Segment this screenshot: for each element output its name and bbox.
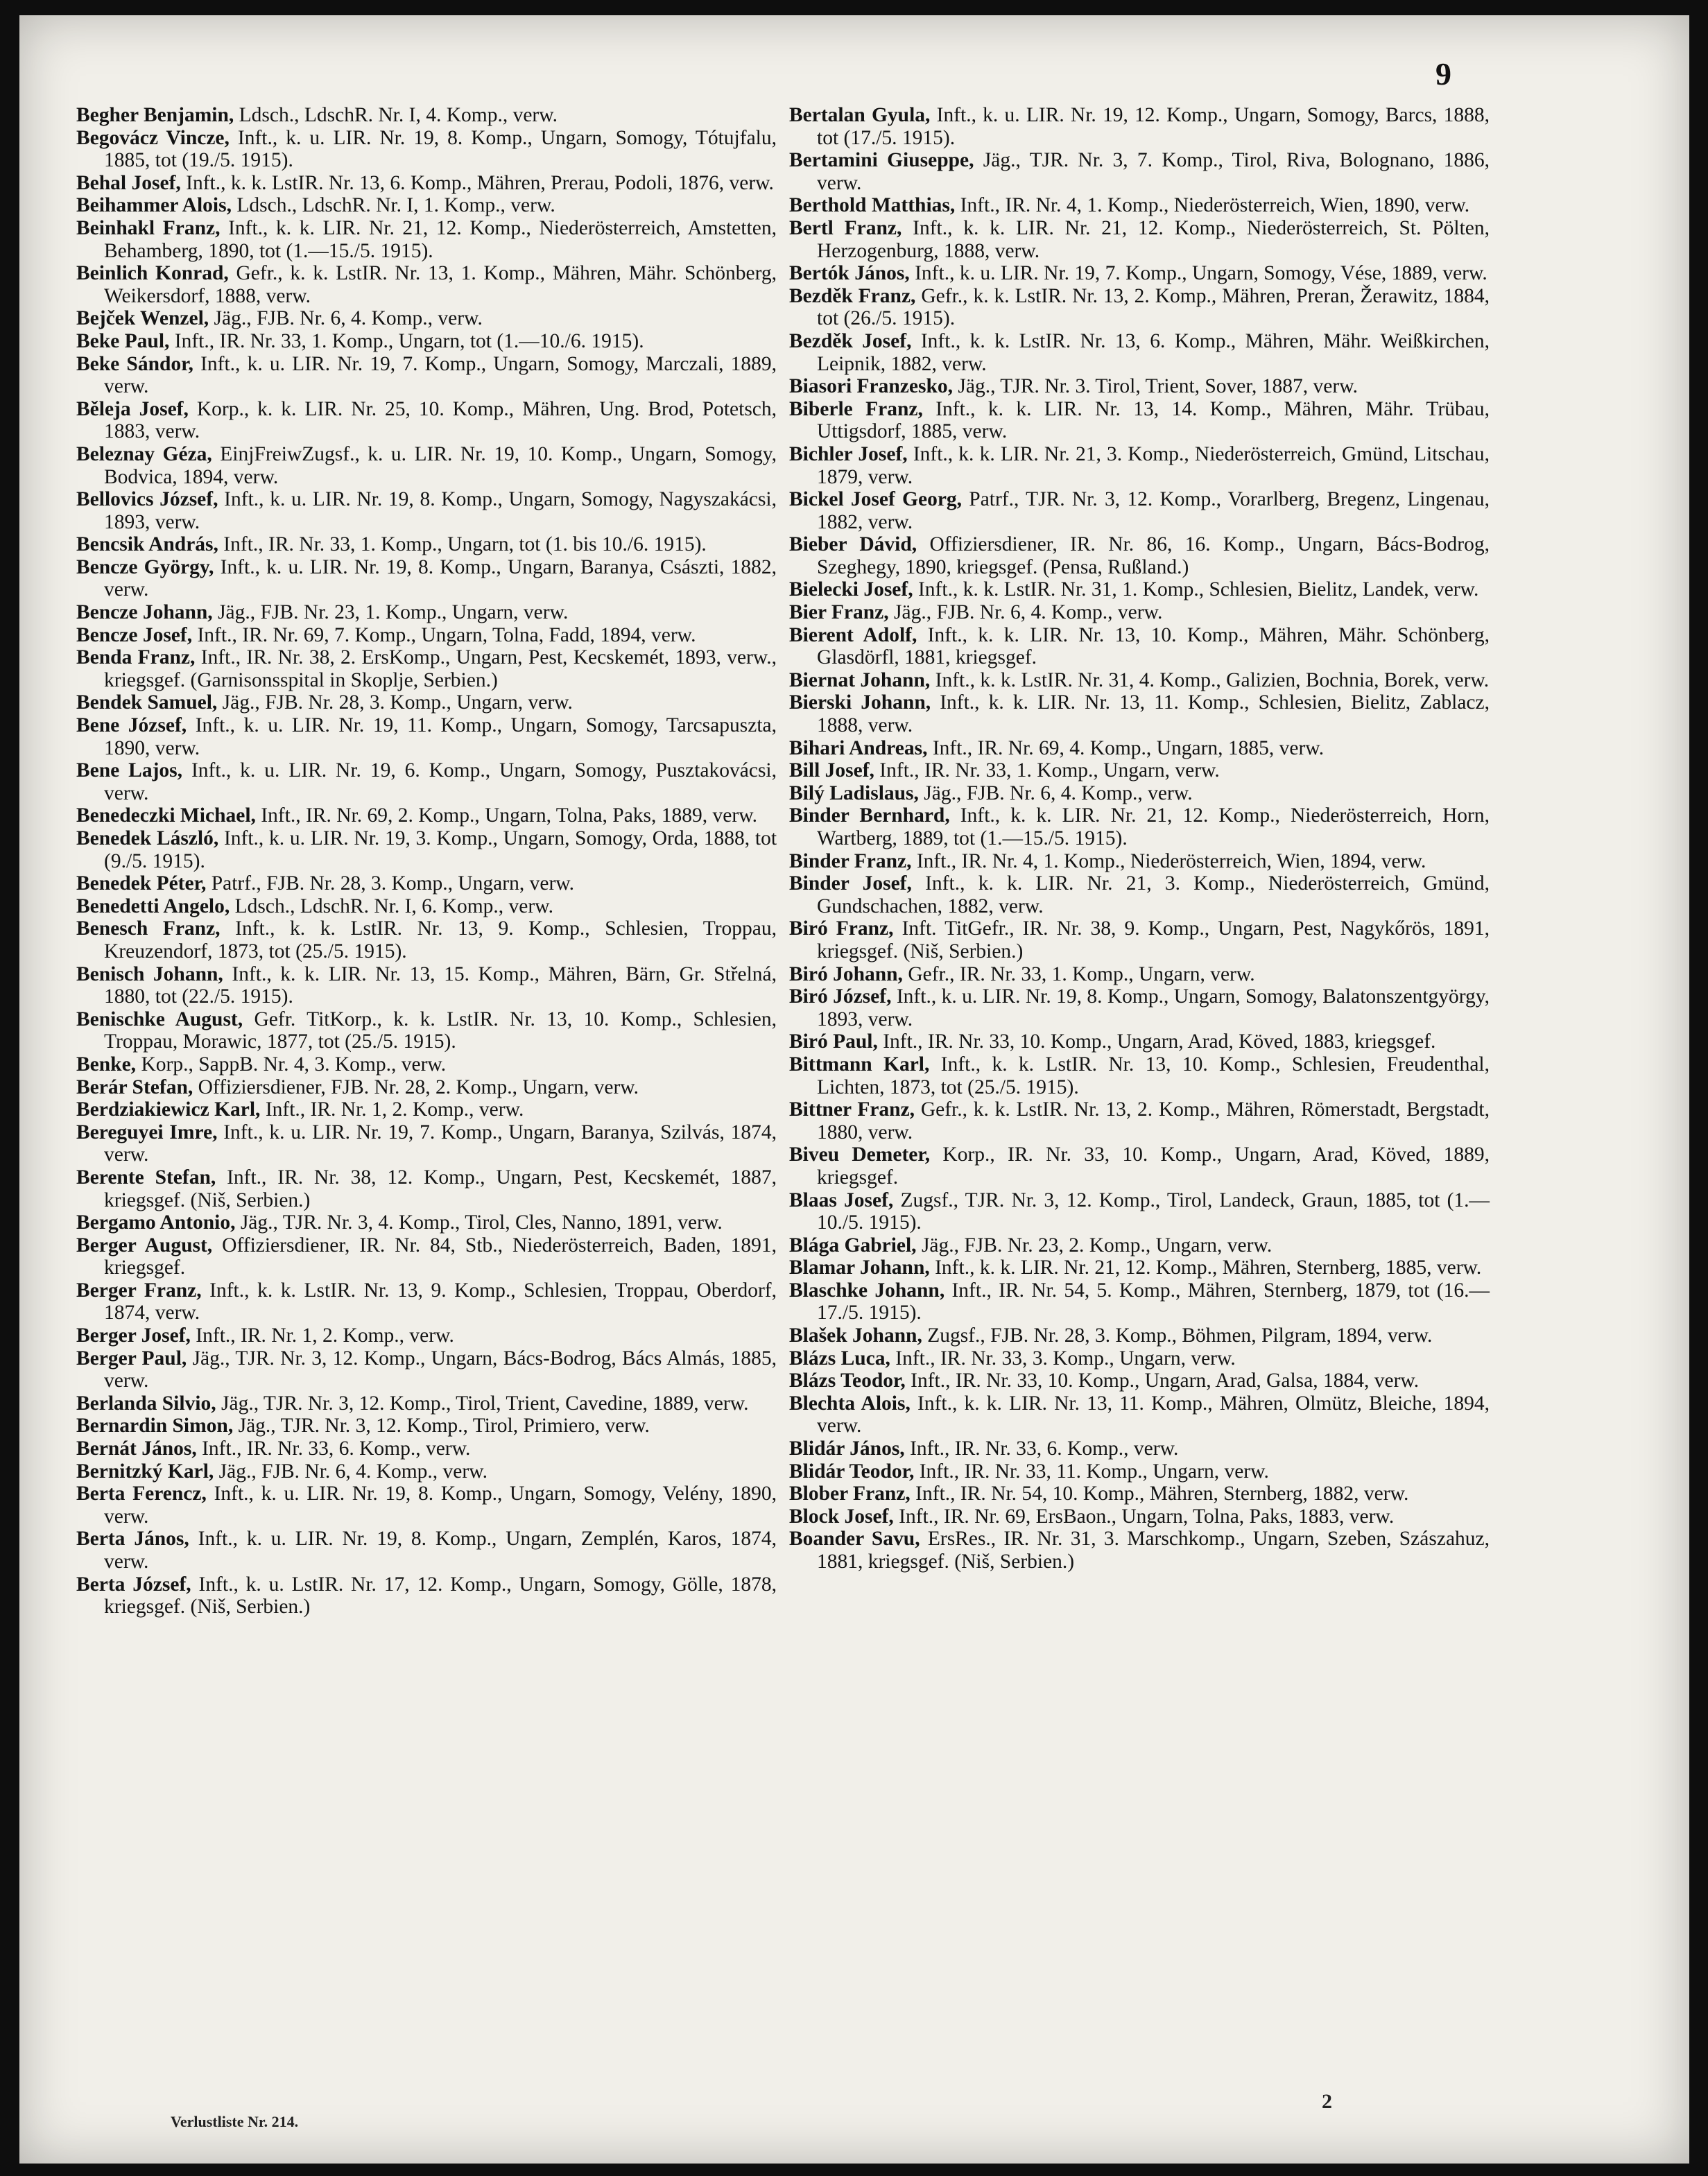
entry-details: Jäg., FJB. Nr. 28, 3. Komp., Ungarn, verw.	[222, 691, 573, 714]
entry-name: Beke Sándor,	[76, 352, 193, 375]
entry-details: Offiziersdiener, FJB. Nr. 28, 2. Komp., Ungarn, verw.	[198, 1076, 639, 1098]
entry-name: Beke Paul,	[76, 329, 170, 352]
list-entry	[789, 375, 1490, 398]
entry-details: Jäg., FJB. Nr. 23, 1. Komp., Ungarn, verw.	[218, 601, 569, 624]
list-entry	[76, 307, 777, 330]
entry-details: Inft., k. u. LIR. Nr. 19, 8. Komp., Ungarn, Somogy, Balatonszentgyörgy, 1893, verw.	[817, 985, 1490, 1030]
entry-details: Inft., IR. Nr. 33, 6. Komp., verw.	[910, 1437, 1179, 1460]
entry-name: Benke,	[76, 1053, 137, 1076]
list-entry	[76, 1053, 777, 1076]
list-entry	[76, 1166, 777, 1211]
entry-details: Gefr., k. k. LstIR. Nr. 13, 2. Komp., Mähren, Preran, Žerawitz, 1884, tot (26./5. 1915).	[817, 284, 1490, 330]
entry-details: Inft., k. k. LIR. Nr. 21, 12. Komp., Niederösterreich, Amstetten, Behamberg, 1890, tot (1.—15./5. 1915).	[104, 216, 777, 262]
list-entry	[76, 443, 777, 488]
list-entry	[789, 578, 1490, 601]
entry-details: Korp., IR. Nr. 33, 10. Komp., Ungarn, Arad, Köved, 1889, kriegsgef.	[817, 1143, 1490, 1189]
entry-details: Jäg., FJB. Nr. 6, 4. Komp., verw.	[894, 601, 1163, 624]
entry-name: Bertl Franz,	[789, 216, 902, 239]
entry-name: Bene József,	[76, 714, 187, 737]
entry-name: Bier Franz,	[789, 601, 889, 624]
list-entry	[76, 872, 777, 895]
entry-name: Biasori Franzesko,	[789, 375, 953, 398]
entry-name: Benedetti Angelo,	[76, 895, 230, 917]
list-entry	[76, 646, 777, 691]
entry-name: Bereguyei Imre,	[76, 1121, 218, 1143]
list-entry	[76, 691, 777, 714]
list-entry	[789, 624, 1490, 669]
entry-name: Binder Josef,	[789, 872, 912, 895]
entry-details: Jäg., TJR. Nr. 3, 12. Komp., Tirol, Primiero, verw.	[238, 1415, 650, 1437]
entry-details: Inft., k. k. LstIR. Nr. 13, 6. Komp., Mähren, Prerau, Podoli, 1876, verw.	[186, 171, 774, 194]
entry-details: Inft., k. k. LstIR. Nr. 31, 1. Komp., Schlesien, Bielitz, Landek, verw.	[917, 578, 1479, 601]
entry-name: Bill Josef,	[789, 759, 874, 782]
entry-details: Inft., IR. Nr. 33, 3. Komp., Ungarn, verw.	[895, 1347, 1236, 1370]
list-entry	[76, 601, 777, 624]
list-entry	[789, 285, 1490, 330]
entry-name: Biró Franz,	[789, 917, 894, 940]
list-entry	[789, 759, 1490, 782]
entry-details: Inft., k. k. LIR. Nr. 21, 12. Komp., Mähren, Sternberg, 1885, verw.	[935, 1257, 1482, 1279]
list-entry	[789, 398, 1490, 443]
footer-note: Verlustliste Nr. 214.	[171, 2113, 299, 2130]
entry-details: Inft., IR. Nr. 69, 2. Komp., Ungarn, Tolna, Paks, 1889, verw.	[261, 804, 757, 827]
list-entry	[76, 488, 777, 533]
list-entry	[76, 194, 777, 217]
entry-name: Benda Franz,	[76, 646, 196, 669]
entry-name: Benedek László,	[76, 827, 219, 849]
list-entry	[76, 1234, 777, 1279]
entry-name: Blaas Josef,	[789, 1189, 894, 1211]
entry-details: Gefr. TitKorp., k. k. LstIR. Nr. 13, 10. Komp., Schlesien, Troppau, Morawic, 1877, tot (25./5. 1915).	[104, 1008, 777, 1053]
entry-name: Benesch Franz,	[76, 917, 221, 940]
entry-details: Inft., k. u. LIR. Nr. 19, 7. Komp., Ungarn, Baranya, Szilvás, 1874, verw.	[104, 1121, 777, 1166]
list-entry	[76, 1347, 777, 1392]
list-entry	[76, 1392, 777, 1415]
list-entry	[789, 1279, 1490, 1324]
entry-name: Benischke August,	[76, 1008, 243, 1030]
entry-name: Berta Ferencz,	[76, 1483, 207, 1505]
entry-details: Korp., k. k. LIR. Nr. 25, 10. Komp., Mähren, Ung. Brod, Potetsch, 1883, verw.	[104, 397, 777, 443]
list-entry	[789, 262, 1490, 285]
entry-details: Jäg., TJR. Nr. 3, 7. Komp., Tirol, Riva, Bolognano, 1886, verw.	[817, 149, 1490, 194]
entry-details: Inft., k. u. LIR. Nr. 19, 8. Komp., Ungarn, Zemplén, Karos, 1874, verw.	[104, 1528, 777, 1573]
entry-name: Berdziakiewicz Karl,	[76, 1098, 261, 1121]
entry-name: Bellovics József,	[76, 488, 218, 511]
entry-details: Inft., IR. Nr. 33, 1. Komp., Ungarn, verw.	[879, 759, 1220, 782]
entry-details: ErsRes., IR. Nr. 31, 3. Marschkomp., Ungarn, Szeben, Szászahuz, 1881, kriegsgef. (Niš, Serbien.)	[817, 1528, 1490, 1573]
entry-details: Inft., k. k. LstIR. Nr. 13, 10. Komp., Schlesien, Freudenthal, Lichten, 1873, tot (25./5. 1915).	[817, 1053, 1490, 1098]
entry-details: Inft., k. u. LstIR. Nr. 17, 12. Komp., Ungarn, Somogy, Gölle, 1878, kriegsgef. (Niš, Serbien.)	[104, 1573, 777, 1618]
entry-details: Inft., IR. Nr. 33, 10. Komp., Ungarn, Arad, Galsa, 1884, verw.	[911, 1370, 1420, 1392]
list-entry	[789, 1370, 1490, 1392]
entry-details: Inft., IR. Nr. 33, 6. Komp., verw.	[202, 1437, 471, 1460]
entry-details: Inft., k. k. LIR. Nr. 21, 3. Komp., Niederösterreich, Gmünd, Litschau, 1879, verw.	[817, 442, 1490, 488]
entry-details: Inft., IR. Nr. 38, 2. ErsKomp., Ungarn, Pest, Kecskemét, 1893, verw., kriegsgef. (Garnisonsspital in Skoplje, Serbien.)	[104, 646, 777, 691]
entry-name: Bernát János,	[76, 1437, 197, 1460]
list-entry	[76, 353, 777, 398]
right-column	[789, 104, 1490, 1573]
list-entry	[789, 149, 1490, 194]
list-entry	[789, 330, 1490, 375]
entry-details: Jäg., FJB. Nr. 23, 2. Komp., Ungarn, verw.	[921, 1234, 1273, 1257]
entry-details: Inft., k. u. LIR. Nr. 19, 12. Komp., Ungarn, Somogy, Barcs, 1888, tot (17./5. 1915).	[817, 104, 1490, 149]
entry-name: Bencze György,	[76, 555, 214, 578]
entry-details: Jäg., FJB. Nr. 6, 4. Komp., verw.	[214, 307, 483, 330]
list-entry	[789, 217, 1490, 262]
entry-details: EinjFreiwZugsf., k. u. LIR. Nr. 19, 10. Komp., Ungarn, Somogy, Bodvica, 1894, verw.	[104, 442, 777, 488]
entry-details: Inft., IR. Nr. 69, ErsBaon., Ungarn, Tolna, Paks, 1883, verw.	[899, 1505, 1395, 1528]
entry-name: Bittner Franz,	[789, 1098, 915, 1121]
entry-details: Inft., k. u. LIR. Nr. 19, 7. Komp., Ungarn, Somogy, Vése, 1889, verw.	[915, 262, 1487, 285]
list-entry	[789, 1189, 1490, 1234]
entry-name: Block Josef,	[789, 1505, 894, 1528]
entry-name: Berger August,	[76, 1234, 213, 1257]
entry-name: Berger Paul,	[76, 1347, 187, 1370]
list-entry	[789, 669, 1490, 692]
entry-details: Inft., k. u. LIR. Nr. 19, 6. Komp., Ungarn, Somogy, Pusztakovácsi, verw.	[104, 759, 777, 804]
entry-details: Korp., SappB. Nr. 4, 3. Komp., verw.	[141, 1053, 447, 1076]
list-entry	[789, 1505, 1490, 1528]
entry-name: Benisch Johann,	[76, 962, 223, 985]
list-entry	[789, 917, 1490, 962]
entry-details: Inft., k. k. LstIR. Nr. 13, 9. Komp., Schlesien, Troppau, Oberdorf, 1874, verw.	[104, 1279, 777, 1324]
list-entry	[76, 714, 777, 759]
entry-name: Blázs Teodor,	[789, 1370, 906, 1392]
entry-name: Bergamo Antonio,	[76, 1211, 236, 1234]
entry-details: Inft., k. k. LstIR. Nr. 13, 6. Komp., Mähren, Mähr. Weißkirchen, Leipnik, 1882, verw.	[817, 329, 1490, 375]
entry-details: Inft., IR. Nr. 1, 2. Komp., verw.	[265, 1098, 524, 1121]
entry-details: Inft., k. u. LIR. Nr. 19, 7. Komp., Ungarn, Somogy, Marczali, 1889, verw.	[104, 352, 777, 398]
entry-details: Inft., k. k. LIR. Nr. 21, 3. Komp., Niederösterreich, Gmünd, Gundschachen, 1882, verw.	[817, 872, 1490, 917]
entry-name: Bertamini Giuseppe,	[789, 149, 974, 172]
entry-name: Bezděk Franz,	[789, 284, 916, 307]
list-entry	[76, 759, 777, 804]
entry-details: Jäg., TJR. Nr. 3. Tirol, Trient, Sover, 1887, verw.	[958, 375, 1358, 398]
entry-name: Biernat Johann,	[789, 668, 931, 691]
list-entry	[76, 1098, 777, 1121]
entry-name: Berta János,	[76, 1528, 189, 1551]
list-entry	[789, 194, 1490, 217]
entry-name: Blága Gabriel,	[789, 1234, 917, 1257]
entry-name: Běleja Josef,	[76, 397, 189, 420]
entry-name: Beinlich Konrad,	[76, 262, 229, 285]
entry-details: Inft., k. k. LIR. Nr. 13, 11. Komp., Mähren, Olmütz, Bleiche, 1894, verw.	[817, 1392, 1490, 1437]
entry-details: Inft., IR. Nr. 33, 1. Komp., Ungarn, tot (1.—10./6. 1915).	[174, 329, 644, 352]
entry-details: Jäg., FJB. Nr. 6, 4. Komp., verw.	[218, 1460, 488, 1483]
entry-details: Inft., k. k. LIR. Nr. 13, 14. Komp., Mähren, Mähr. Trübau, Uttigsdorf, 1885, verw.	[817, 397, 1490, 443]
list-entry	[789, 1347, 1490, 1370]
entry-details: Patrf., FJB. Nr. 28, 3. Komp., Ungarn, verw.	[211, 872, 575, 895]
entry-details: Ldsch., LdschR. Nr. I, 6. Komp., verw.	[234, 895, 553, 917]
entry-name: Berlanda Silvio,	[76, 1392, 216, 1415]
entry-details: Jäg., TJR. Nr. 3, 12. Komp., Tirol, Trient, Cavedine, 1889, verw.	[221, 1392, 749, 1415]
entry-name: Bilý Ladislaus,	[789, 782, 919, 804]
entry-details: Inft., k. k. LIR. Nr. 21, 12. Komp., Niederösterreich, Horn, Wartberg, 1889, tot (1.—15./5. 1915).	[817, 804, 1490, 849]
entry-name: Biberle Franz,	[789, 397, 923, 420]
entry-details: Jäg., FJB. Nr. 6, 4. Komp., verw.	[924, 782, 1193, 804]
entry-details: Inft., IR. Nr. 54, 10. Komp., Mähren, Sternberg, 1882, verw.	[915, 1483, 1409, 1505]
entry-name: Blober Franz,	[789, 1483, 911, 1505]
left-column	[76, 104, 777, 1618]
entry-details: Zugsf., TJR. Nr. 3, 12. Komp., Tirol, Landeck, Graun, 1885, tot (1.—10./5. 1915).	[817, 1189, 1490, 1234]
entry-details: Inft., k. u. LIR. Nr. 19, 3. Komp., Ungarn, Somogy, Orda, 1888, tot (9./5. 1915).	[104, 827, 777, 872]
list-entry	[76, 1437, 777, 1460]
entry-name: Biró Johann,	[789, 962, 903, 985]
entry-name: Berger Josef,	[76, 1324, 191, 1347]
entry-details: Offiziersdiener, IR. Nr. 84, Stb., Niederösterreich, Baden, 1891, kriegsgef.	[104, 1234, 777, 1279]
entry-details: Inft., IR. Nr. 4, 1. Komp., Niederösterreich, Wien, 1890, verw.	[960, 194, 1470, 217]
entry-name: Bielecki Josef,	[789, 578, 913, 601]
entry-name: Berár Stefan,	[76, 1076, 193, 1098]
entry-name: Begher Benjamin,	[76, 104, 234, 126]
entry-name: Blamar Johann,	[789, 1257, 930, 1279]
list-entry	[76, 1573, 777, 1618]
list-entry	[76, 533, 777, 556]
list-entry	[76, 1460, 777, 1483]
list-entry	[76, 172, 777, 195]
entry-name: Benedek Péter,	[76, 872, 207, 895]
entry-name: Blidár Teodor,	[789, 1460, 915, 1483]
list-entry	[76, 1008, 777, 1053]
entry-details: Inft., IR. Nr. 69, 7. Komp., Ungarn, Tolna, Fadd, 1894, verw.	[197, 623, 696, 646]
list-entry	[789, 1460, 1490, 1483]
entry-name: Biveu Demeter,	[789, 1143, 931, 1166]
list-entry	[789, 1528, 1490, 1573]
entry-details: Inft., k. k. LstIR. Nr. 31, 4. Komp., Galizien, Bochnia, Borek, verw.	[935, 668, 1490, 691]
list-entry	[76, 1211, 777, 1234]
entry-name: Bertalan Gyula,	[789, 104, 931, 126]
list-entry	[76, 895, 777, 918]
entry-name: Berente Stefan,	[76, 1166, 216, 1189]
entry-details: Zugsf., FJB. Nr. 28, 3. Komp., Böhmen, Pilgram, 1894, verw.	[927, 1324, 1433, 1347]
list-entry	[789, 691, 1490, 736]
list-entry	[789, 985, 1490, 1030]
list-entry	[789, 533, 1490, 578]
entry-details: Gefr., k. k. LstIR. Nr. 13, 1. Komp., Mähren, Mähr. Schönberg, Weikersdorf, 1888, verw.	[104, 262, 777, 307]
list-entry	[76, 963, 777, 1008]
entry-name: Beihammer Alois,	[76, 194, 232, 217]
entry-details: Inft., k. u. LIR. Nr. 19, 8. Komp., Ungarn, Somogy, Tótujfalu, 1885, tot (19./5. 1915).	[104, 126, 777, 172]
entry-name: Bencze Josef,	[76, 623, 193, 646]
list-entry	[76, 1279, 777, 1324]
entry-name: Bickel Josef Georg,	[789, 488, 963, 511]
entry-name: Blázs Luca,	[789, 1347, 890, 1370]
entry-details: Offiziersdiener, IR. Nr. 86, 16. Komp., Ungarn, Bács-Bodrog, Szeghegy, 1890, kriegsgef. (Pensa, Rußland.)	[817, 533, 1490, 578]
list-entry	[76, 1076, 777, 1099]
entry-name: Bittmann Karl,	[789, 1053, 930, 1076]
list-entry	[789, 963, 1490, 986]
list-entry	[789, 804, 1490, 849]
entry-details: Inft. TitGefr., IR. Nr. 38, 9. Komp., Ungarn, Pest, Nagykőrös, 1891, kriegsgef. (Niš, Serbien.)	[817, 917, 1490, 962]
list-entry	[76, 624, 777, 647]
entry-details: Inft., k. u. LIR. Nr. 19, 11. Komp., Ungarn, Somogy, Tarcsapuszta, 1890, verw.	[104, 714, 777, 759]
entry-details: Inft., k. u. LIR. Nr. 19, 8. Komp., Ungarn, Somogy, Nagyszakácsi, 1893, verw.	[104, 488, 777, 533]
entry-details: Gefr., k. k. LstIR. Nr. 13, 2. Komp., Mähren, Römerstadt, Bergstadt, 1880, verw.	[817, 1098, 1490, 1143]
list-entry	[76, 1415, 777, 1437]
entry-name: Bihari Andreas,	[789, 736, 928, 759]
entry-name: Blaschke Johann,	[789, 1279, 945, 1302]
list-entry	[76, 1121, 777, 1166]
entry-details: Jäg., TJR. Nr. 3, 12. Komp., Ungarn, Bács-Bodrog, Bács Almás, 1885, verw.	[104, 1347, 777, 1392]
entry-details: Gefr., IR. Nr. 33, 1. Komp., Ungarn, verw.	[908, 962, 1255, 985]
list-entry	[76, 127, 777, 172]
entry-name: Bendek Samuel,	[76, 691, 218, 714]
list-entry	[76, 917, 777, 962]
entry-details: Inft., k. k. LstIR. Nr. 13, 9. Komp., Schlesien, Troppau, Kreuzendorf, 1873, tot (25./5. 1915).	[104, 917, 777, 962]
entry-name: Bichler Josef,	[789, 442, 908, 465]
entry-name: Berthold Matthias,	[789, 194, 956, 217]
list-entry	[789, 1392, 1490, 1437]
entry-details: Ldsch., LdschR. Nr. I, 1. Komp., verw.	[236, 194, 555, 217]
list-entry	[789, 737, 1490, 760]
entry-details: Ldsch., LdschR. Nr. I, 4. Komp., verw.	[239, 104, 558, 126]
list-entry	[76, 1483, 777, 1528]
entry-name: Bierent Adolf,	[789, 623, 917, 646]
entry-details: Inft., IR. Nr. 69, 4. Komp., Ungarn, 1885, verw.	[932, 736, 1325, 759]
entry-name: Bernardin Simon,	[76, 1415, 234, 1437]
entry-details: Inft., k. u. LIR. Nr. 19, 8. Komp., Ungarn, Somogy, Velény, 1890, verw.	[104, 1483, 777, 1528]
list-entry	[789, 1053, 1490, 1098]
list-entry	[789, 850, 1490, 873]
entry-name: Bernitzký Karl,	[76, 1460, 214, 1483]
entry-name: Biró József,	[789, 985, 892, 1008]
list-entry	[76, 217, 777, 262]
entry-details: Inft., IR. Nr. 38, 12. Komp., Ungarn, Pest, Kecskemét, 1887, kriegsgef. (Niš, Serbien.)	[104, 1166, 777, 1211]
entry-name: Beinhakl Franz,	[76, 216, 221, 239]
signature-mark: 2	[1322, 2090, 1332, 2113]
entry-details: Inft., IR. Nr. 33, 11. Komp., Ungarn, verw.	[919, 1460, 1269, 1483]
entry-name: Binder Franz,	[789, 849, 912, 872]
list-entry	[789, 1098, 1490, 1143]
list-entry	[789, 443, 1490, 488]
entry-details: Patrf., TJR. Nr. 3, 12. Komp., Vorarlberg, Bregenz, Lingenau, 1882, verw.	[817, 488, 1490, 533]
entry-details: Inft., k. k. LIR. Nr. 13, 15. Komp., Mähren, Bärn, Gr. Střelná, 1880, tot (22./5. 1915).	[104, 962, 777, 1008]
list-entry	[789, 782, 1490, 805]
entry-name: Bezděk Josef,	[789, 329, 912, 352]
entry-name: Bierski Johann,	[789, 691, 931, 714]
list-entry	[76, 1324, 777, 1347]
entry-name: Bejček Wenzel,	[76, 307, 209, 330]
entry-details: Inft., IR. Nr. 4, 1. Komp., Niederösterreich, Wien, 1894, verw.	[916, 849, 1426, 872]
page-number: 9	[1435, 56, 1451, 92]
list-entry	[789, 1143, 1490, 1189]
entry-details: Inft., k. u. LIR. Nr. 19, 8. Komp., Ungarn, Baranya, Császti, 1882, verw.	[104, 555, 777, 601]
entry-details: Inft., IR. Nr. 1, 2. Komp., verw.	[196, 1324, 454, 1347]
entry-name: Bertók János,	[789, 262, 910, 285]
entry-name: Bene Lajos,	[76, 759, 183, 782]
entry-name: Boander Savu,	[789, 1528, 920, 1551]
list-entry	[76, 556, 777, 601]
list-entry	[76, 827, 777, 872]
list-entry	[789, 104, 1490, 149]
list-entry	[789, 1257, 1490, 1279]
list-entry	[789, 1234, 1490, 1257]
entry-name: Benedeczki Michael,	[76, 804, 256, 827]
entry-name: Behal Josef,	[76, 171, 181, 194]
entry-name: Blechta Alois,	[789, 1392, 911, 1415]
entry-name: Blidár János,	[789, 1437, 905, 1460]
entry-name: Berta József,	[76, 1573, 191, 1596]
entry-details: Inft., IR. Nr. 33, 1. Komp., Ungarn, tot (1. bis 10./6. 1915).	[223, 533, 707, 556]
document-page	[19, 15, 1689, 2164]
entry-name: Begovácz Vincze,	[76, 126, 230, 149]
entry-name: Blašek Johann,	[789, 1324, 922, 1347]
entry-details: Inft., IR. Nr. 54, 5. Komp., Mähren, Sternberg, 1879, tot (16.—17./5. 1915).	[817, 1279, 1490, 1324]
list-entry	[76, 1528, 777, 1573]
list-entry	[76, 262, 777, 307]
list-entry	[76, 804, 777, 827]
list-entry	[789, 1324, 1490, 1347]
list-entry	[789, 1483, 1490, 1505]
entry-name: Bieber Dávid,	[789, 533, 917, 556]
entry-name: Berger Franz,	[76, 1279, 202, 1302]
entry-name: Bencsik András,	[76, 533, 218, 556]
entry-details: Inft., k. k. LIR. Nr. 13, 11. Komp., Schlesien, Bielitz, Zablacz, 1888, verw.	[817, 691, 1490, 737]
list-entry	[789, 1437, 1490, 1460]
list-entry	[789, 1030, 1490, 1053]
entry-details: Inft., IR. Nr. 33, 10. Komp., Ungarn, Arad, Köved, 1883, kriegsgef.	[883, 1030, 1436, 1053]
list-entry	[789, 601, 1490, 624]
list-entry	[76, 330, 777, 353]
entry-name: Bencze Johann,	[76, 601, 213, 624]
entry-details: Inft., k. k. LIR. Nr. 13, 10. Komp., Mähren, Mähr. Schönberg, Glasdörfl, 1881, kriegsgef.	[817, 623, 1490, 669]
entry-name: Beleznay Géza,	[76, 442, 212, 465]
entry-name: Binder Bernhard,	[789, 804, 950, 827]
list-entry	[76, 398, 777, 443]
list-entry	[789, 872, 1490, 917]
entry-name: Biró Paul,	[789, 1030, 878, 1053]
list-entry	[76, 104, 777, 127]
list-entry	[789, 488, 1490, 533]
entry-details: Jäg., TJR. Nr. 3, 4. Komp., Tirol, Cles, Nanno, 1891, verw.	[240, 1211, 723, 1234]
entry-details: Inft., k. k. LIR. Nr. 21, 12. Komp., Niederösterreich, St. Pölten, Herzogenburg, 1888, verw.	[817, 216, 1490, 262]
